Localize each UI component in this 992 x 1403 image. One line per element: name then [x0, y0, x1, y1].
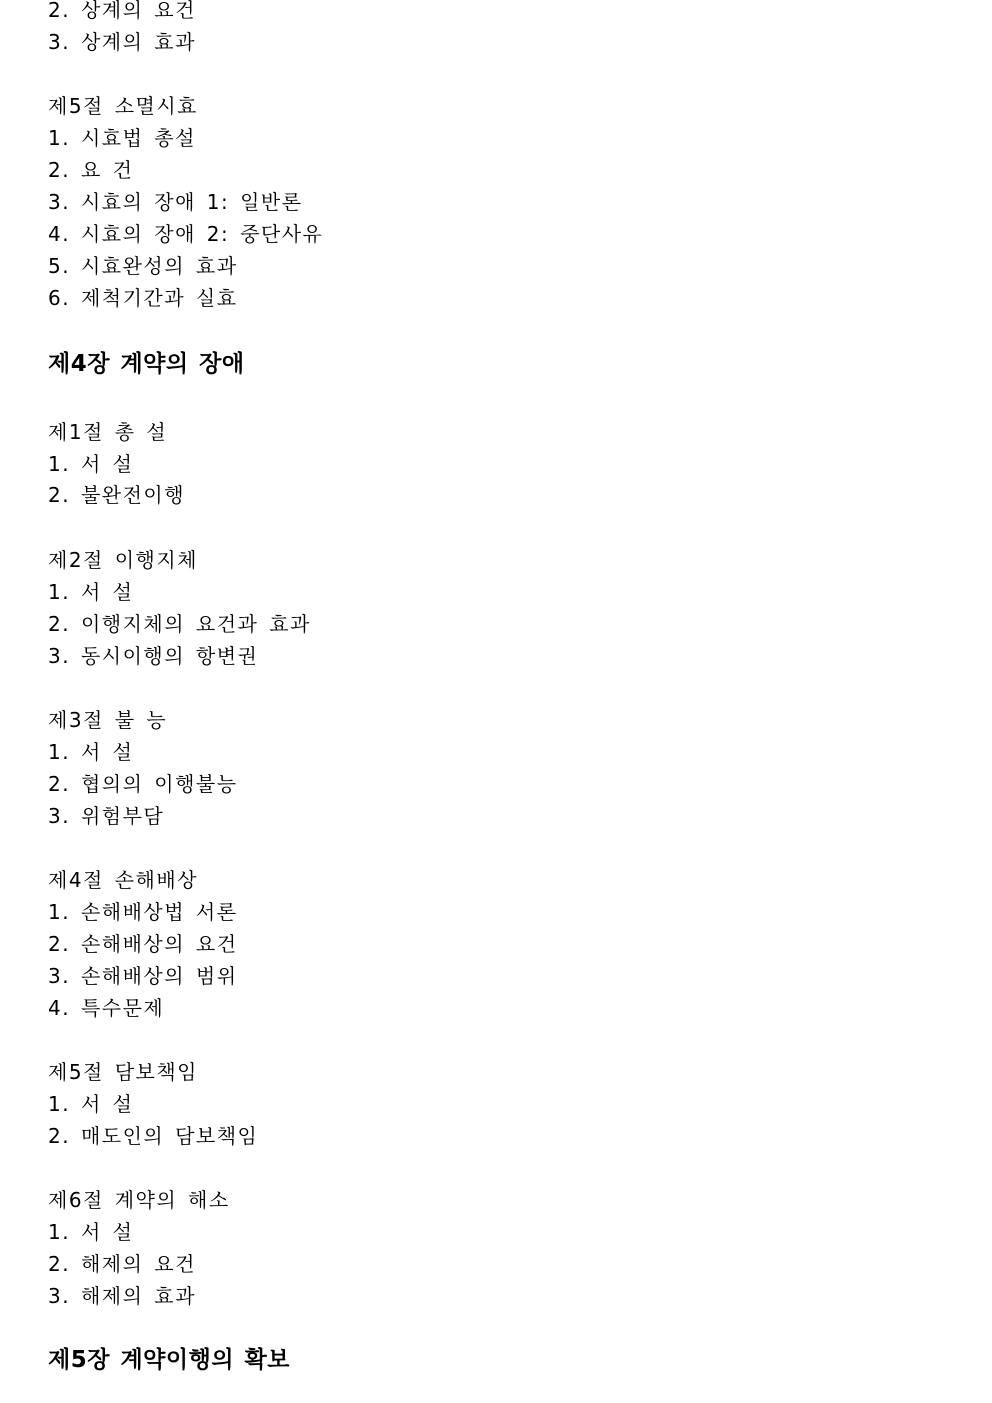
list-item: 2. 요 건: [48, 158, 134, 182]
list-item: 2. 손해배상의 요건: [48, 932, 238, 956]
list-item: 3. 시효의 장애 1: 일반론: [48, 190, 303, 214]
list-item: 3. 해제의 효과: [48, 1284, 196, 1308]
section-heading: 제5절 소멸시효: [48, 94, 199, 118]
section-heading: 제5절 담보책임: [48, 1060, 199, 1084]
list-item: 1. 서 설: [48, 1092, 134, 1116]
list-item: 2. 해제의 요건: [48, 1252, 196, 1276]
list-item: 2. 매도인의 담보책임: [48, 1124, 259, 1148]
list-item: 4. 시효의 장애 2: 중단사유: [48, 222, 324, 246]
list-item: 1. 서 설: [48, 580, 134, 604]
section-heading: 제4절 손해배상: [48, 868, 199, 892]
list-item: 3. 동시이행의 항변권: [48, 644, 259, 668]
list-item: 1. 손해배상법 서론: [48, 900, 238, 924]
list-item: 2. 상계의 요건: [48, 0, 196, 22]
list-item: 1. 서 설: [48, 452, 134, 476]
list-item: 2. 협의의 이행불능: [48, 772, 238, 796]
list-item: 1. 서 설: [48, 740, 134, 764]
list-item: 2. 이행지체의 요건과 효과: [48, 612, 311, 636]
list-item: 3. 상계의 효과: [48, 30, 196, 54]
list-item: 2. 불완전이행: [48, 483, 186, 507]
list-item: 1. 시효법 총설: [48, 126, 196, 150]
chapter-heading: 제5장 계약이행의 확보: [48, 1347, 290, 1373]
section-heading: 제3절 불 능: [48, 708, 168, 732]
list-item: 3. 손해배상의 범위: [48, 964, 238, 988]
section-heading: 제6절 계약의 해소: [48, 1188, 230, 1212]
chapter-heading: 제4장 계약의 장애: [48, 351, 245, 377]
section-heading: 제1절 총 설: [48, 420, 168, 444]
list-item: 6. 제척기간과 실효: [48, 286, 238, 310]
list-item: 1. 서 설: [48, 1220, 134, 1244]
list-item: 3. 위험부담: [48, 804, 165, 828]
section-heading: 제2절 이행지체: [48, 548, 199, 572]
list-item: 4. 특수문제: [48, 996, 165, 1020]
list-item: 5. 시효완성의 효과: [48, 254, 238, 278]
